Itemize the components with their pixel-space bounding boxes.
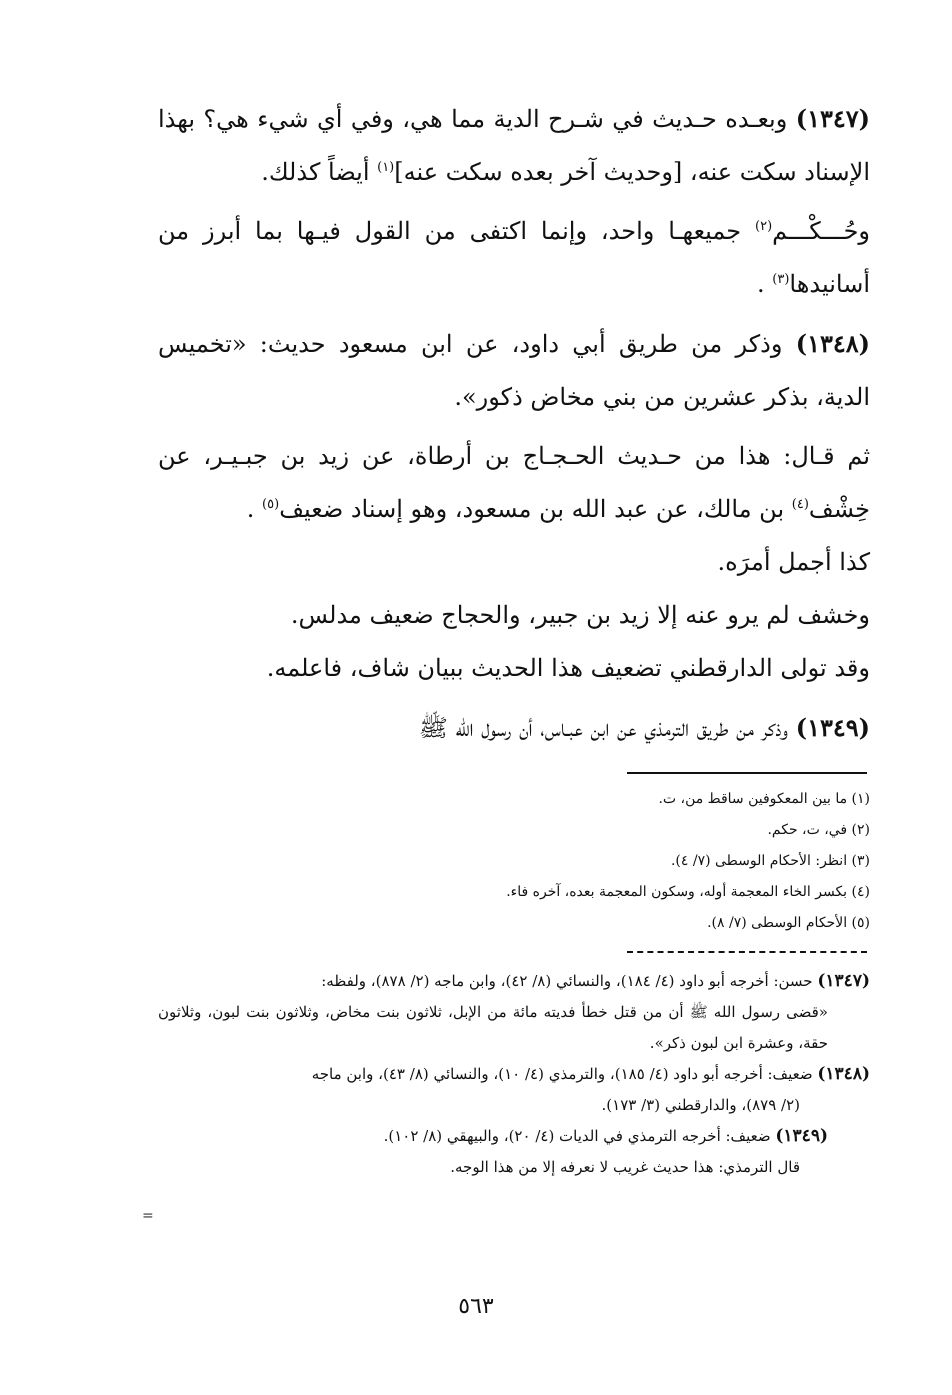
hadith-number: (١٣٤٩) <box>795 713 870 742</box>
takhrij-1347-continuation: «قضى رسول الله ﷺ أن من قتل خطأ فديته مائة من الإبل، ثلاثون بنت مخاض، وثلاثون بنت لبون، وثلاثون حقة، وعشرة ابن لبون ذكر». <box>158 1003 828 1052</box>
hadith-number: (١٣٤٨) <box>795 329 870 358</box>
footnote-ref: (٣) <box>772 272 790 287</box>
margin-mark: = <box>142 1208 154 1224</box>
takhrij-separator <box>627 951 867 953</box>
footnote-2: (٢) في، ت، حكم. <box>767 822 870 838</box>
paragraph-text: بن مالك، عن عبد الله بن مسعود، وهو إسناد ضعيف <box>279 495 792 523</box>
paragraph-text: . <box>246 495 263 523</box>
paragraph-text: ثم قـال: هذا من حـديث الحـجـاج بن أرطاة، عن زيد بن جبـيـر، عن خِشْف <box>158 442 870 523</box>
footnotes-separator <box>627 772 867 774</box>
footnote-1: (١) ما بين المعكوفين ساقط من، ت. <box>658 791 870 807</box>
footnote-ref: (٤) <box>791 497 809 512</box>
takhrij-text: ضعيف: أخرجه الترمذي في الديات (٤/ ٢٠)، والبيهقي (٨/ ١٠٢). <box>383 1127 771 1145</box>
page-number: ٥٦٣ <box>458 1294 494 1319</box>
paragraph-khashf: وخشف لم يرو عنه إلا زيد بن جبير، والحجاج ضعيف مدلس. <box>290 601 870 629</box>
paragraph-kadha: كذا أجمل أمرَه. <box>717 548 870 576</box>
main-text <box>158 92 870 755</box>
footnotes <box>470 784 870 939</box>
takhrij-1348 <box>158 1059 870 1090</box>
footnote-5: (٥) الأحكام الوسطى (٧/ ٨). <box>707 915 870 931</box>
paragraph-text: وبعـده حـديث في شـرح الدية مما هي، وفي أي شيء هي؟ بهذا الإسناد سكت عنه، [وحديث آخر بعده سكت عنه] <box>158 105 870 186</box>
takhrij-notes <box>158 966 870 1183</box>
paragraph-text: وحُـــكْـــم <box>772 217 870 245</box>
footnote-4: (٤) بكسر الخاء المعجمة أوله، وسكون المعجمة بعده، آخره فاء. <box>506 884 870 900</box>
hadith-number: (١٣٤٧) <box>817 971 870 991</box>
paragraph-daraqutni: وقد تولى الدارقطني تضعيف هذا الحديث ببيان شاف، فاعلمه. <box>266 654 870 682</box>
footnote-ref: (٢) <box>755 219 773 234</box>
hadith-number: (١٣٤٨) <box>817 1064 870 1084</box>
paragraph-hukm <box>158 205 870 311</box>
footnote-ref: (٥) <box>262 497 280 512</box>
paragraph-text: . <box>757 270 773 298</box>
takhrij-1349 <box>158 1121 870 1152</box>
takhrij-1349-continuation: قال الترمذي: هذا حديث غريب لا نعرفه إلا من هذا الوجه. <box>450 1158 800 1176</box>
footnote-3: (٣) انظر: الأحكام الوسطى (٧/ ٤). <box>670 853 870 869</box>
paragraph-text: أيضاً كذلك. <box>261 158 378 186</box>
paragraph-1348 <box>158 317 870 424</box>
paragraph-text: وذكر من طريق أبي داود، عن ابن مسعود حديث: «تخميس الدية، بذكر عشرين من بني مخاض ذكور». <box>158 330 870 411</box>
paragraph-1347 <box>158 92 870 199</box>
hadith-number: (١٣٤٧) <box>795 104 870 133</box>
paragraph-1349 <box>158 701 870 755</box>
takhrij-1347 <box>158 966 870 997</box>
paragraph-text: جميعهـا واحد، وإنما اكتفى من القول فيـها بما أبرز من أسانيدها <box>158 217 870 298</box>
paragraph-text: وذكر من طريق الترمذي عن ابن عبـاس، أن رسول الله ﷺ <box>418 714 789 742</box>
takhrij-text: ضعيف: أخرجه أبو داود (٤/ ١٨٥)، والترمذي (٤/ ١٠)، والنسائي (٨/ ٤٣)، وابن ماجه <box>311 1065 813 1083</box>
footnote-ref: (١) <box>377 160 395 175</box>
takhrij-text: حسن: أخرجه أبو داود (٤/ ١٨٤)، والنسائي (٨/ ٤٢)، وابن ماجه (٢/ ٨٧٨)، ولفظه: <box>321 972 813 990</box>
hadith-number: (١٣٤٩) <box>775 1126 828 1146</box>
takhrij-1348-continuation: (٢/ ٨٧٩)، والدارقطني (٣/ ١٧٣). <box>601 1096 800 1114</box>
paragraph-qala <box>158 430 870 536</box>
